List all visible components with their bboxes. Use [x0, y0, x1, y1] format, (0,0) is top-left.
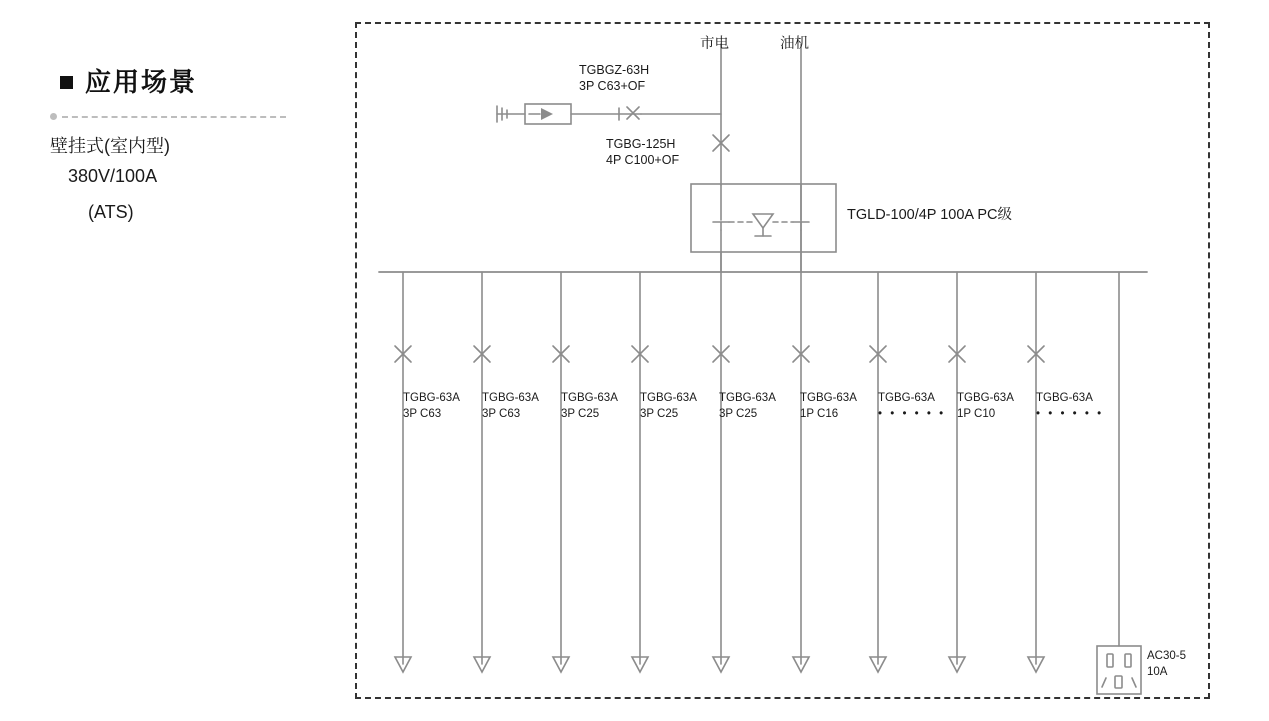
feeder-1-rating: 3P C63 — [403, 408, 442, 420]
square-bullet-icon — [60, 76, 73, 89]
caption-rating: 380V/100A — [68, 166, 158, 186]
label-incoming-breaker-type: TGBGZ-63H — [579, 63, 650, 77]
divider-dash-line — [62, 116, 286, 118]
feeder-3-type: TGBG-63A — [561, 392, 618, 404]
feeder-5-type: TGBG-63A — [719, 392, 776, 404]
divider-dot-icon — [50, 113, 57, 120]
label-ats-device: TGLD-100/4P 100A PC级 — [847, 207, 1012, 223]
socket-type-label: AC30-5 — [1147, 650, 1186, 662]
caption-ats: (ATS) — [88, 202, 134, 222]
feeder-9-rating: • • • • • • — [1036, 408, 1104, 420]
feeder-2-rating: 3P C63 — [482, 408, 521, 420]
feeder-8-rating: 1P C10 — [957, 408, 996, 420]
label-main-breaker-rating: 4P C100+OF — [606, 153, 680, 167]
feeder-6-type: TGBG-63A — [800, 392, 857, 404]
feeder-9-type: TGBG-63A — [1036, 392, 1093, 404]
caption-mount-type: 壁挂式(室内型) — [50, 136, 170, 156]
feeder-4-type: TGBG-63A — [640, 392, 697, 404]
feeder-8-type: TGBG-63A — [957, 392, 1014, 404]
diagram-graphics — [357, 24, 1208, 697]
socket-rating-label: 10A — [1147, 666, 1168, 678]
single-line-diagram — [355, 22, 1210, 699]
feeder-5-rating: 3P C25 — [719, 408, 758, 420]
feeder-6-rating: 1P C16 — [800, 408, 839, 420]
feeder-7-rating: • • • • • • — [878, 408, 946, 420]
divider — [50, 112, 286, 120]
section-title-text: 应用场景 — [85, 67, 198, 97]
label-main-breaker-type: TGBG-125H — [606, 137, 676, 151]
label-incoming-breaker-rating: 3P C63+OF — [579, 79, 646, 93]
feeder-4-rating: 3P C25 — [640, 408, 679, 420]
label-mains-source: 市电 — [700, 36, 729, 52]
label-generator-source: 油机 — [780, 36, 809, 52]
feeder-2-type: TGBG-63A — [482, 392, 539, 404]
left-info-panel — [0, 0, 340, 721]
feeder-1-type: TGBG-63A — [403, 392, 460, 404]
feeder-7-type: TGBG-63A — [878, 392, 935, 404]
section-title — [60, 62, 197, 99]
feeder-3-rating: 3P C25 — [561, 408, 600, 420]
